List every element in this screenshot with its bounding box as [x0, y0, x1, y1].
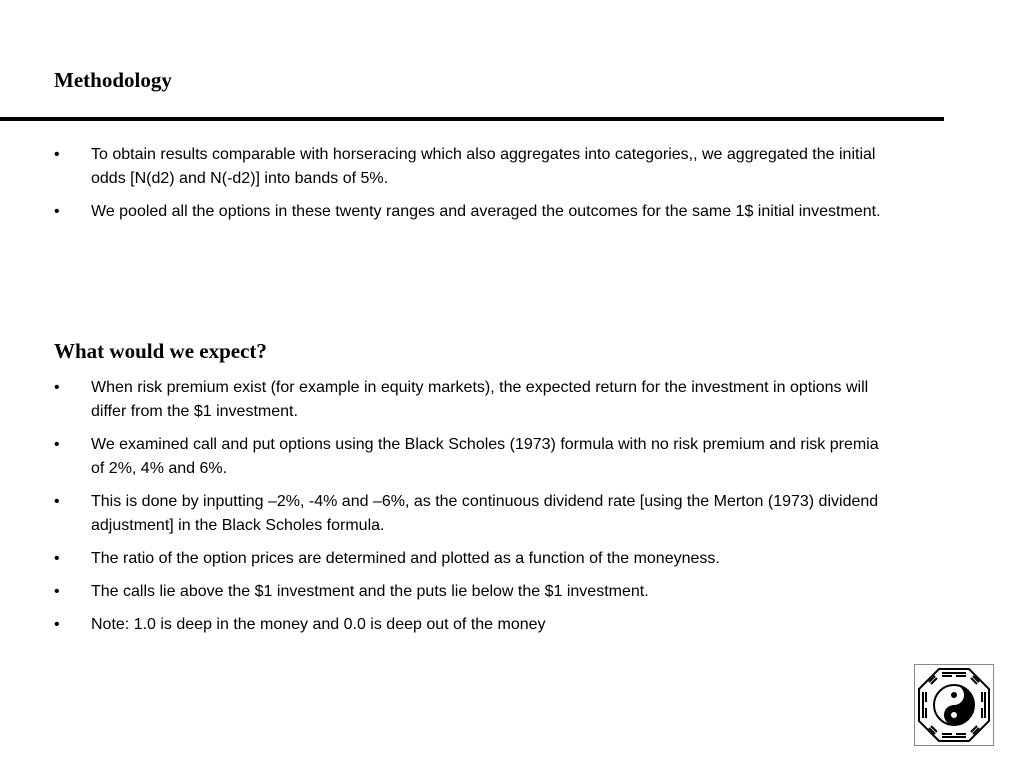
list-item — [54, 547, 894, 571]
list-item — [54, 580, 894, 604]
list-item — [54, 613, 894, 637]
bullet-text: This is done by inputting –2%, -4% and –6%, as the continuous dividend rate [using the Merton (1973) dividend adjustment] in the Black Scholes formula. — [91, 493, 879, 534]
bullet-marker: • — [54, 436, 60, 453]
list-item — [54, 143, 894, 191]
list-item — [54, 200, 894, 224]
bullet-text: We examined call and put options using the Black Scholes (1973) formula with no risk premium and risk premia of 2%, 4% and 6%. — [91, 436, 879, 477]
title-divider — [0, 117, 944, 121]
logo-graphic — [915, 665, 993, 745]
bullet-marker: • — [54, 146, 60, 163]
octagon-yin-yang-logo-icon — [914, 664, 994, 746]
list-item — [54, 433, 894, 481]
bullet-marker: • — [54, 203, 60, 220]
bullet-text: The ratio of the option prices are determined and plotted as a function of the moneyness. — [91, 550, 720, 567]
bullet-marker: • — [54, 550, 60, 567]
methodology-bullet-list — [54, 143, 894, 233]
bullet-text: We pooled all the options in these twenty ranges and averaged the outcomes for the same 1$ initial investment. — [91, 203, 881, 220]
expect-bullet-list — [54, 376, 894, 646]
slide-title: Methodology — [54, 68, 172, 92]
bullet-marker: • — [54, 379, 60, 396]
list-item — [54, 490, 894, 538]
section-heading: What would we expect? — [54, 339, 267, 363]
list-item — [54, 376, 894, 424]
bullet-text: Note: 1.0 is deep in the money and 0.0 is deep out of the money — [91, 616, 546, 633]
bullet-marker: • — [54, 493, 60, 510]
bullet-marker: • — [54, 616, 60, 633]
bullet-text: To obtain results comparable with horseracing which also aggregates into categories,, we aggregated the initial odds [N(d2) and N(-d2)] into bands of 5%. — [91, 146, 876, 187]
bullet-text: When risk premium exist (for example in equity markets), the expected return for the investment in options will differ from the $1 investment. — [91, 379, 869, 420]
bullet-marker: • — [54, 583, 60, 600]
bullet-text: The calls lie above the $1 investment and the puts lie below the $1 investment. — [91, 583, 649, 600]
